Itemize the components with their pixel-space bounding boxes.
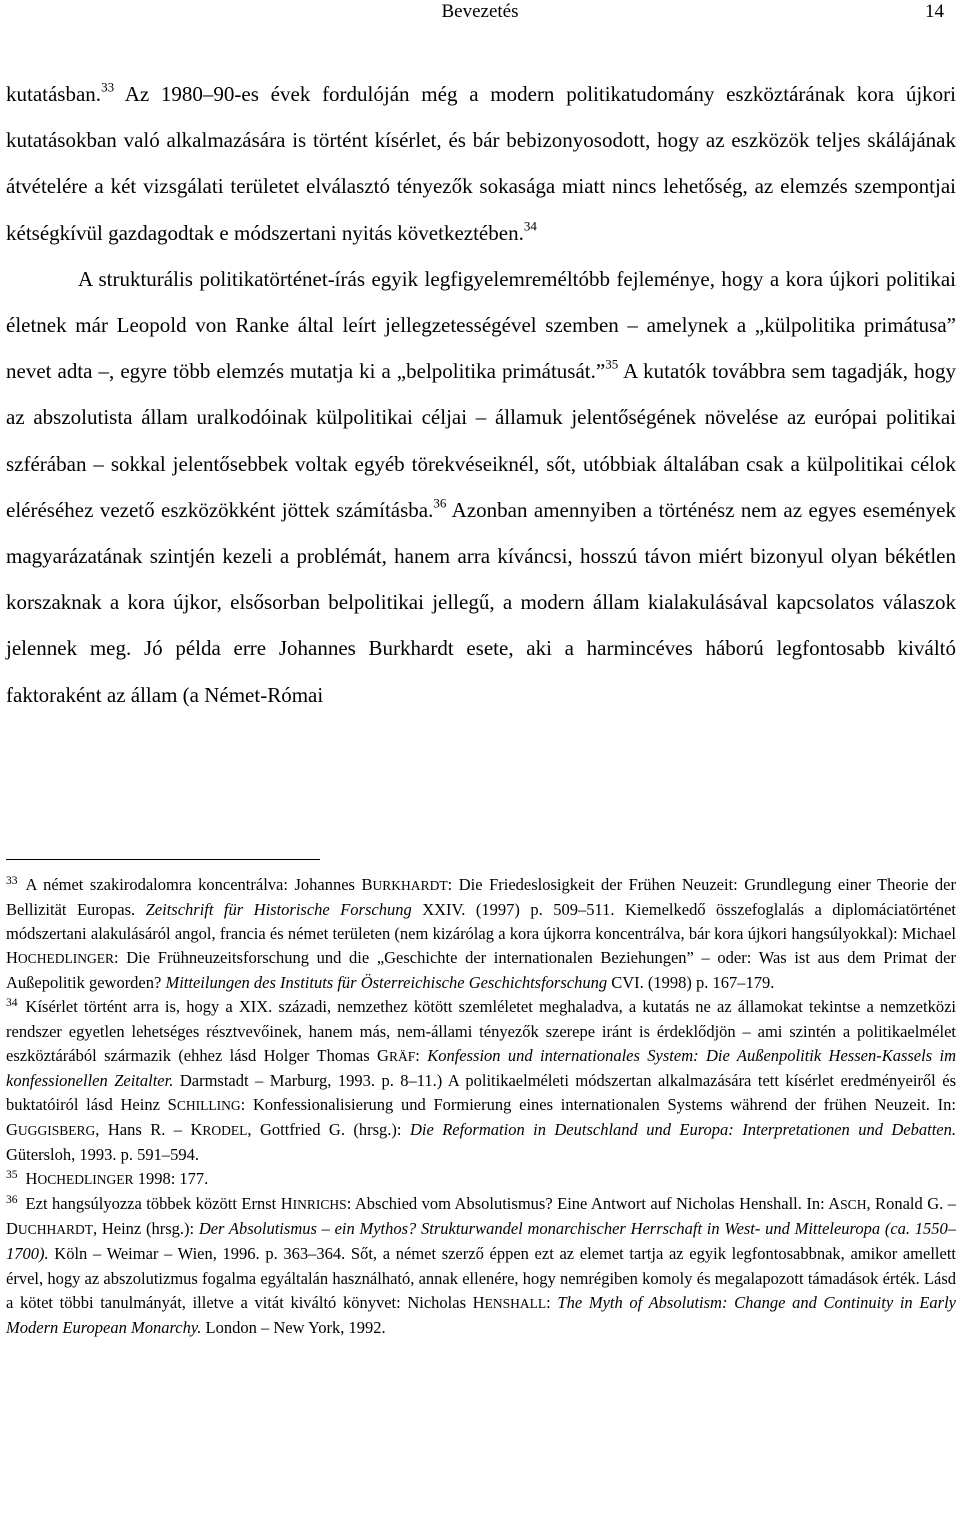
- text-run: Ezt hangsúlyozza többek között Ernst H: [25, 1194, 293, 1214]
- book-title: The Myth of Absolutism: Change and Continuity in Early Modern European Monarchy.: [6, 1292, 956, 1337]
- journal-title: Mitteilungen des Instituts für Österreichische Geschichtsforschung: [165, 973, 608, 993]
- author-name: INRICHS: [292, 1197, 347, 1213]
- text-run: XXIV. (1997) p. 509–511. Kiemelkedő összefoglalás a diplomáciatörténet módszertani alakulásáról angol, francia és német területen (nem kizárólag a kora újkorra koncentrálva, bár kora újkori hangsúlyokkal): Michael H: [6, 900, 956, 968]
- footnote-separator: [6, 859, 320, 860]
- main-text: [6, 71, 956, 718]
- text-run: Kísérlet történt arra is, hogy a XIX. századi, nemzethez kötött szemléletet meghaladva, a kutatás ne az államokat tekintse a nemzetközi rendszer egyetlen lehetséges résztvevőinek, hanem más, nem-állami tényezők szerepe iránt is érdeklődjön – ami szintén a politikaelmélet eszköztárából származik (ehhez lásd Holger Thomas G: [6, 997, 956, 1065]
- author-name: ENSHALL: [484, 1295, 547, 1311]
- text-run: : Die Friedeslosigkeit der Frühen Neuzeit: Grundlegung einer Theorie der Bellizität Europas.: [6, 875, 956, 920]
- page-number: 14: [925, 1, 944, 22]
- book-title: Konfession und internationales System: Die Außenpolitik Hessen-Kassels im konfessionellen Zeitalter.: [6, 1045, 956, 1090]
- footnote-number: 35: [6, 1168, 18, 1181]
- footnote-34: [6, 995, 956, 1167]
- footnote-number: 36: [6, 1193, 18, 1206]
- author-name: URKHARDT: [372, 878, 448, 893]
- text-run: CVI. (1998) p. 167–179.: [607, 973, 775, 993]
- text-run: A német szakirodalomra koncentrálva: Johannes B: [25, 875, 373, 894]
- footnotes: [6, 873, 956, 1340]
- footnote-ref-34[interactable]: 34: [523, 218, 537, 234]
- footnote-number: 34: [6, 997, 18, 1010]
- text-run: : Die Frühneuzeitsforschung und die „Geschichte der internationalen Beziehungen” – oder: Was ist aus dem Primat der Außepolitik geworden?: [6, 948, 956, 993]
- text-run: :: [415, 1045, 428, 1065]
- text-run: A strukturális politikatörténet-írás egyik legfigyelemreméltóbb fejleménye, hogy a kora újkori politikai életnek már Leopold von Ranke által leírt jellegzetességével szemben – amelynek a „külpolitika primátusa” nevet adta –, egyre több elemzés mutatja ki a „belpolitika primátusát.”: [6, 266, 956, 384]
- text-run: , Gottfried G. (hrsg.):: [247, 1119, 410, 1139]
- text-run: :: [546, 1292, 558, 1312]
- text-run: A kutatók továbbra sem tagadják, hogy az abszolutista állam uralkodóinak külpolitikai céljai – államuk jelentőségének növelése az európai politikai szférában – sokkal jelentősebbek voltak egyéb törekvéseiknél, sőt, utóbbiak általában csak a külpolitikai célok eléréséhez vezető eszközökként jöttek számításba.: [6, 359, 956, 522]
- running-title: Bevezetés: [441, 1, 519, 22]
- paragraph-2: [6, 256, 956, 718]
- author-name: CHILLING: [176, 1097, 241, 1113]
- text-run: Köln – Weimar – Wien, 1996. p. 363–364. Sőt, a német szerző éppen ezt az elemet tartja az egyik legfontosabbnak, amikor amellett érvel, hogy az abszolutizmus fogalma egyáltalán használható, annak ellenére, hogy nemrégiben komoly és megalapozott támadások érték. Lásd a kötet többi tanulmányát, illetve a vitát kiváltó könyvet: Nicholas H: [6, 1244, 956, 1312]
- footnote-ref-35[interactable]: 35: [605, 356, 619, 372]
- author-name: SCH: [840, 1197, 867, 1213]
- text-run: , Heinz (hrsg.):: [93, 1219, 199, 1239]
- author-name: UCHHARDT: [17, 1222, 94, 1238]
- book-title: Der Absolutismus – ein Mythos? Strukturwandel monarchischer Herrschaft in West- und Mitteleuropa (ca. 1550–1700).: [6, 1219, 956, 1264]
- book-title: Die Reformation in Deutschland und Europa: Interpretationen und Debatten.: [409, 1119, 956, 1139]
- author-name: OCHEDLINGER: [17, 951, 115, 967]
- paragraph-1: [6, 71, 956, 256]
- author-name: RÄF: [388, 1048, 416, 1064]
- footnote-ref-33[interactable]: 33: [101, 79, 115, 95]
- text-run: Azonban amennyiben a történész nem az egyes események magyarázatának szintjén kezeli a problémát, hanem arra kíváncsi, hosszú távon miért bizonyul olyan békétlen korszaknak a kora újkor, elsősorban belpolitikai jellegű, a modern állam kialakulásával kapcsolatos válaszok jelennek meg. Jó példa erre Johannes Burkhardt esete, aki a harmincéves háború legfontosabb kiváltó faktoraként az állam (a Német-Római: [6, 497, 957, 707]
- footnote-number: 33: [6, 874, 18, 887]
- author-name: OCHEDLINGER: [37, 1172, 134, 1188]
- text-run: Az 1980–90-es évek fordulóján még a modern politikatudomány eszköztárának kora újkori kutatásokban való alkalmazására is történt kísérlet, és bár bebizonyosodott, hogy az eszközök teljes skálájának átvételére a két vizsgálati területet elválasztó tényezők sokasága miatt nincs lehetőség, az elemzés szempontjai kétségkívül gazdagodtak e módszertani nyitás következtében.: [6, 82, 957, 245]
- text-run: : Konfessionalisierung und Formierung eines internationalen Systems während der frühen Neuzeit. In: G: [6, 1094, 956, 1139]
- text-run: 1998: 177.: [133, 1169, 209, 1189]
- page-header: [0, 1, 960, 25]
- text-run: : Abschied vom Absolutismus? Eine Antwort auf Nicholas Henshall. In: A: [346, 1194, 841, 1214]
- journal-title: Zeitschrift für Historische Forschung: [145, 900, 412, 920]
- footnote-33: [6, 873, 956, 995]
- footnote-36: [6, 1192, 956, 1340]
- footnote-ref-36[interactable]: 36: [433, 495, 447, 511]
- footnote-35: [6, 1167, 956, 1192]
- text-run: H: [25, 1169, 38, 1189]
- author-name: RODEL: [202, 1122, 248, 1138]
- text-run: , Ronald G. – D: [6, 1194, 956, 1239]
- text-run: Gütersloh, 1993. p. 591–594.: [6, 1145, 199, 1165]
- text-run: London – New York, 1992.: [201, 1317, 386, 1337]
- text-run: , Hans R. – K: [95, 1119, 203, 1139]
- text-run: Darmstadt – Marburg, 1993. p. 8–11.) A politikaelméleti módszertan alkalmazására tett kísérlet eredményeiről és buktatóiról lásd Heinz S: [6, 1070, 956, 1114]
- text-run: kutatásban.: [6, 82, 102, 106]
- author-name: UGGISBERG: [17, 1122, 96, 1138]
